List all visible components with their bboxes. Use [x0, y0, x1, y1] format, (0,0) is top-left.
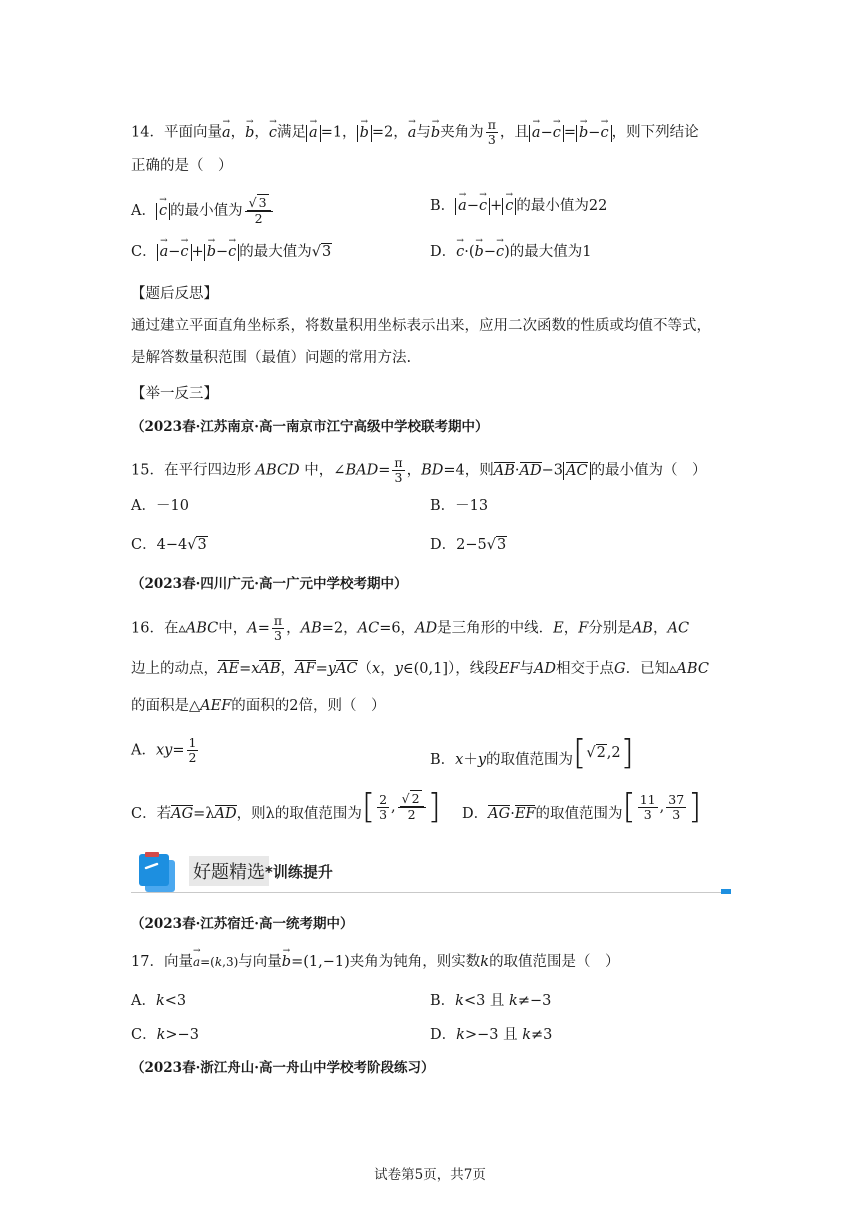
q16-stem-line3: 的面积是△AEF的面积的2倍，则（ ）	[131, 698, 386, 714]
banner-rule	[131, 892, 731, 893]
q14-option-c: C．→ a−→ c +→ b−→ c 的最大值为√3	[131, 242, 332, 262]
q16-option-a: A．xy= $\frac{1}{2}$	[131, 735, 197, 765]
section-banner	[131, 848, 731, 900]
q14-option-a: A．→ c 的最小值为 $\frac{√ 3}{2}$	[131, 196, 275, 226]
q15-option-b: B．－13	[430, 498, 489, 514]
q15-option-d: D．2−5√3	[430, 537, 507, 553]
q17-option-c: C．k>−3	[131, 1027, 199, 1043]
q14-stem: 14．平面向量→ a，→ b，→ c满足→ a =1，→ b =2，→ a与→ b夹角为 $\frac{\pi}{3}$ ，且→ a−→ c =→ b−→ c ，则下列结论	[131, 118, 699, 147]
q17-source: （2023春·江苏宿迁·高一统考期中）	[131, 916, 354, 932]
q16-option-d: D．AG·EF的取值范围为 [ $\frac{11}{3}$ , $\frac{37}{3}$ ]	[462, 787, 702, 827]
practice-heading: 【举一反三】	[131, 386, 218, 402]
banner-subtitle: *训练提升	[265, 863, 333, 881]
q16-source: （2023春·四川广元·高一广元中学校考期中）	[131, 576, 408, 592]
q16-stem: 16．在▵ABC中，A= $\frac{\pi}{3}$ ，AB=2，AC=6，AD是三角形的中线．E，F分别是AB，AC	[131, 613, 690, 643]
banner-title-box	[189, 856, 269, 886]
banner-title: 好题精选	[193, 862, 265, 883]
banner-rule-marker	[721, 889, 731, 894]
q15-source: （2023春·江苏南京·高一南京市江宁高级中学校联考期中）	[131, 419, 489, 435]
reflection-line2: 是解答数量积范围（最值）问题的常用方法.	[131, 350, 412, 366]
q17-option-b: B．k<3 且 k≠−3	[430, 993, 552, 1009]
q15-option-c: C．4−4√3	[131, 537, 207, 553]
q17-stem: 17．向量→ a=(k,3)与向量→ b=(1,−1)夹角为钝角，则实数k的取值范围是（ ）	[131, 952, 620, 972]
q16-option-c: C．若AG=λAD，则λ的取值范围为 [ $\frac{2}{3}$ , $\frac{√ 2}{2}$ ]	[131, 787, 441, 827]
reflection-heading: 【题后反思】	[131, 286, 218, 302]
q17-option-d: D．k>−3 且 k≠3	[430, 1027, 553, 1043]
q17-option-a: A．k<3	[131, 993, 187, 1009]
q14-option-d: D．→ c·(→ b−→ c)的最大值为1	[430, 242, 592, 262]
q15-option-a: A．－10	[131, 498, 189, 514]
q15-stem: 15．在平行四边形 ABCD 中，∠BAD= $\frac{\pi}{3}$ ，BD=4，则AB·AD−3 AC 的最小值为（ ）	[131, 455, 707, 485]
page-footer: 试卷第5页，共7页	[374, 1167, 486, 1183]
q18-source: （2023春·浙江舟山·高一舟山中学校考阶段练习）	[131, 1060, 435, 1076]
q16-stem-line2: 边上的动点，AE=xAB，AF=yAC（x，y∈(0,1]），线段EF与AD相交于点G．已知▵ABC	[131, 661, 709, 677]
q14-stem-line2: 正确的是（ ）	[131, 158, 233, 174]
q16-option-b: B．x＋y的取值范围为 [ √2 ,2 ]	[430, 733, 634, 773]
q14-option-b: B．→ a−→ c +→ c 的最小值为22	[430, 196, 607, 216]
notebook-icon	[131, 850, 181, 896]
reflection-line1: 通过建立平面直角坐标系，将数量积用坐标表示出来，应用二次函数的性质或均值不等式，	[131, 318, 711, 334]
